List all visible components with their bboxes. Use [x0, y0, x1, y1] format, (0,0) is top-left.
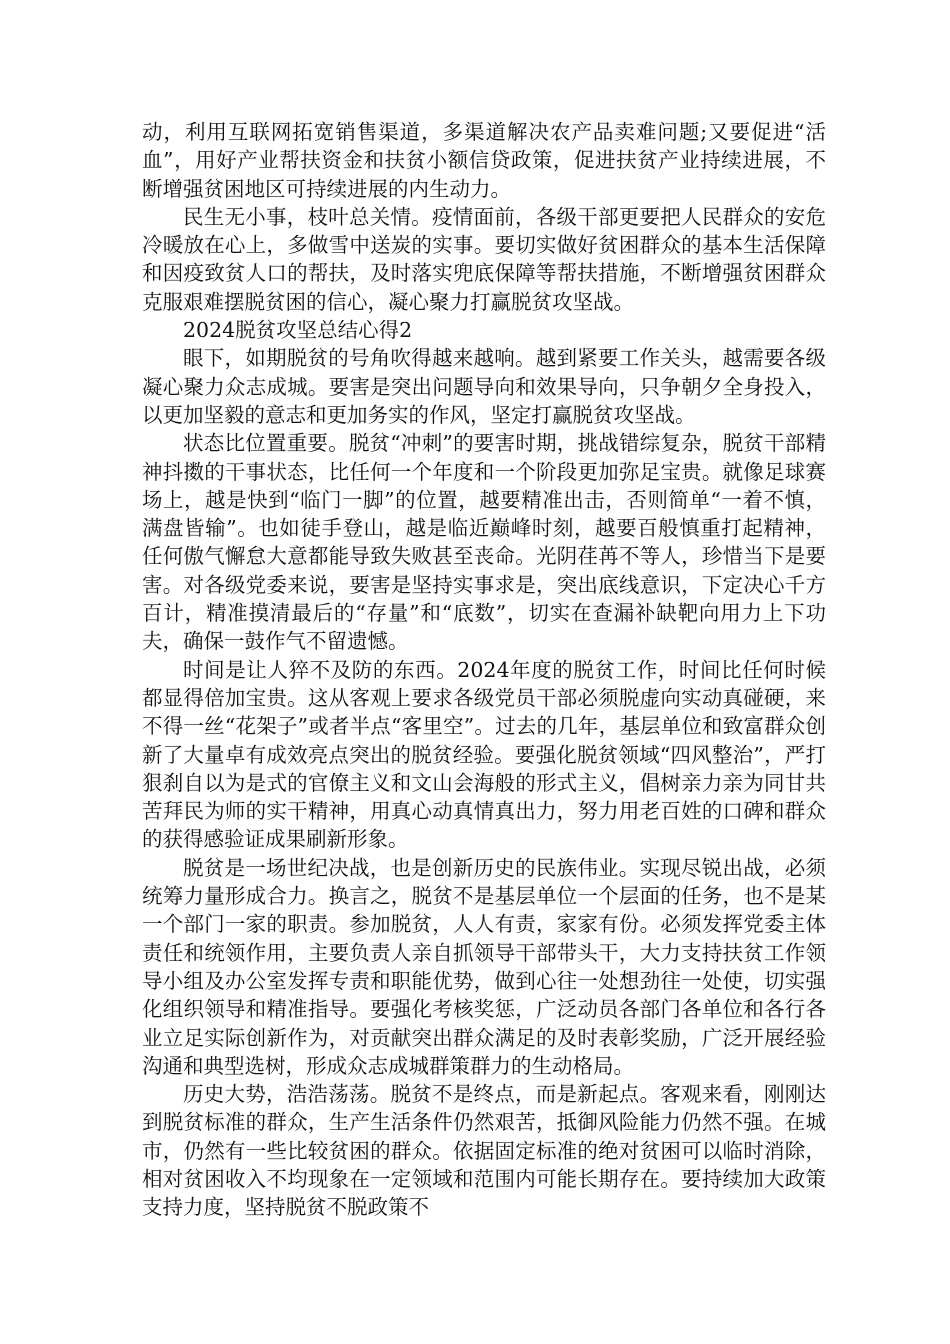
- paragraph-history: 历史大势，浩浩荡荡。脱贫不是终点，而是新起点。客观来看，刚刚达到脱贫标准的群众，生产生活条件仍然艰苦，抵御风险能力仍然不强。在城市，仍然有一些比较贫困的群众。依据固定标准的绝对贫困可以临时消除，相对贫困收入不均现象在一定领域和范围内可能长期存在。要持续加大政策支持力度，坚持脱贫不脱政策不: [142, 1082, 826, 1220]
- section-heading: 2024脱贫攻坚总结心得2: [183, 318, 413, 343]
- paragraph-continuation: 动，利用互联网拓宽销售渠道，多渠道解决农产品卖难问题;又要促进“活血”，用好产业帮扶资金和扶贫小额信贷政策，促进扶贫产业持续进展，不断增强贫困地区可持续进展的内生动力。: [142, 120, 826, 201]
- paragraph-livelihood: 民生无小事，枝叶总关情。疫情面前，各级干部更要把人民群众的安危冷暖放在心上，多做雪中送炭的实事。要切实做好贫困群众的基本生活保障和因疫致贫人口的帮扶，及时落实兜底保障等帮扶措施，不断增强贫困群众克服艰难摆脱贫困的信心，凝心聚力打赢脱贫攻坚战。: [142, 204, 826, 314]
- document-page: [142, 118, 826, 1222]
- paragraph-battle: 脱贫是一场世纪决战，也是创新历史的民族伟业。实现尽锐出战，必须统筹力量形成合力。换言之，脱贫不是基层单位一个层面的任务，也不是某一个部门一家的职责。参加脱贫，人人有责，家家有份。必须发挥党委主体责任和统领作用，主要负责人亲自抓领导干部带头干，大力支持扶贫工作领导小组及办公室发挥专责和职能优势，做到心往一处想劲往一处使，切实强化组织领导和精准指导。要强化考核奖惩，广泛动员各部门各单位和各行各业立足实际创新作为，对贡献突出群众满足的及时表彰奖励，广泛开展经验沟通和典型选树，形成众志成城群策群力的生动格局。: [142, 855, 826, 1078]
- paragraph-state: 状态比位置重要。脱贫“冲刺”的要害时期，挑战错综复杂，脱贫干部精神抖擞的干事状态，比任何一个年度和一个阶段更加弥足宝贵。就像足球赛场上，越是快到“临门一脚”的位置，越要精准出击，否则简单“一着不慎，满盘皆输”。也如徒手登山，越是临近巅峰时刻，越要百般慎重打起精神，任何傲气懈怠大意都能导致失败甚至丧命。光阴荏苒不等人，珍惜当下是要害。对各级党委来说，要害是坚持实事求是，突出底线意识，下定决心千方百计，精准摸清最后的“存量”和“底数”，切实在查漏补缺靶向用力上下功夫，确保一鼓作气不留遗憾。: [142, 431, 826, 654]
- paragraph-intro: 眼下，如期脱贫的号角吹得越来越响。越到紧要工作关头，越需要各级凝心聚力众志成城。要害是突出问题导向和效果导向，只争朝夕全身投入，以更加坚毅的意志和更加务实的作风，坚定打赢脱贫攻坚战。: [142, 346, 826, 427]
- paragraph-time: 时间是让人猝不及防的东西。2024年度的脱贫工作，时间比任何时候都显得倍加宝贵。这从客观上要求各级党员干部必须脱虚向实动真碰硬，来不得一丝“花架子”或者半点“客里空”。过去的几年，基层单位和致富群众创新了大量卓有成效亮点突出的脱贫经验。要强化脱贫领域“四风整治”，严打狠刹自以为是式的官僚主义和文山会海般的形式主义，倡树亲力亲为同甘共苦拜民为师的实干精神，用真心动真情真出力，努力用老百姓的口碑和群众的获得感验证成果刷新形象。: [142, 657, 826, 852]
